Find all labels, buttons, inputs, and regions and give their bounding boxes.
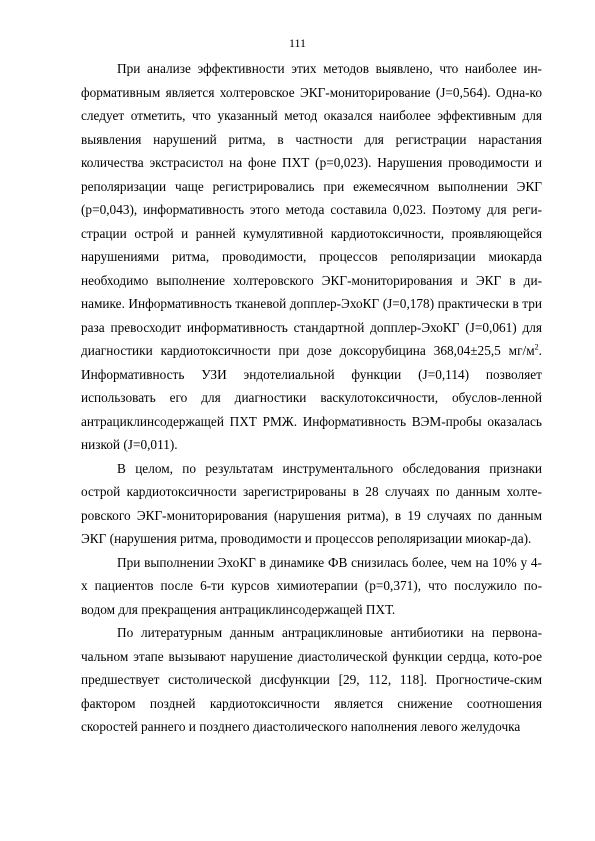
paragraph-4: По литературным данным антрациклиновые антибиотики на первона-чальном этапе вызывают нарушение диастолической функции сердца, кото-рое предшествует систолической дисфункции [29, 112, 118]. Прогностиче-ским фактором поздней кардиотоксичности является снижение соотношения скоростей раннего и позднего диастолического наполнения левого желудочка <box>81 625 542 734</box>
superscript-2: 2 <box>534 342 539 352</box>
paragraph-1 <box>81 57 542 457</box>
paragraph-2: В целом, по результатам инструментального обследования признаки острой кардиотоксичности зарегистрированы в 28 случаях по данным холте-ровского ЭКГ-мониторирования (нарушения ритма), в 19 случаях по данным ЭКГ (нарушения ритма, проводимости и процессов реполяризации миокар-да). <box>81 460 542 546</box>
paragraph-3: При выполнении ЭхоКГ в динамике ФВ снизилась более, чем на 10% у 4-х пациентов после 6-ти курсов химиотерапии (р=0,371), что послужило по-водом для прекращения антрациклинсодержащей ПХТ. <box>81 554 542 617</box>
page-number: 111 <box>288 36 307 50</box>
paragraph-1-text: При анализе эффективности этих методов выявлено, что наиболее ин-формативным является холтеровское ЭКГ-мониторирование (J=0,564). Одна-ко следует отметить, что указанный метод оказался наиболее эффективным для выявления нарушений ритма, в частности для регистрации нарастания количества экстрасистол на фоне ПХТ (р=0,023). Нарушения проводимости и реполяризации чаще регистрировались при ежемесячном выполнении ЭКГ (р=0,043), информативность этого метода составила 0,023. Поэтому для реги-страции острой и ранней кумулятивной кардиотоксичности, проявляющейся нарушениями ритма, проводимости, процессов реполяризации миокарда необходимо выполнение холтеровского ЭКГ-мониторирования и ЭКГ в ди-намике. Информативность тканевой допплер-ЭхоКГ (J=0,178) практически в три раза превосходит информативность стандартной допплер-ЭхоКГ (J=0,061) для диагностики кардиотоксичности при дозе доксорубицина 368,04±25,5 мг/м <box>81 61 542 358</box>
body-text <box>81 57 542 739</box>
paragraph-1-text-cont: . Информативность УЗИ эндотелиальной функции (J=0,114) позволяет использовать его для диагностики васкулотоксичности, обуслов-ленной антрациклинсодержащей ПХТ РМЖ. Информативность ВЭМ-пробы оказалась низкой (J=0,011). <box>81 343 542 452</box>
